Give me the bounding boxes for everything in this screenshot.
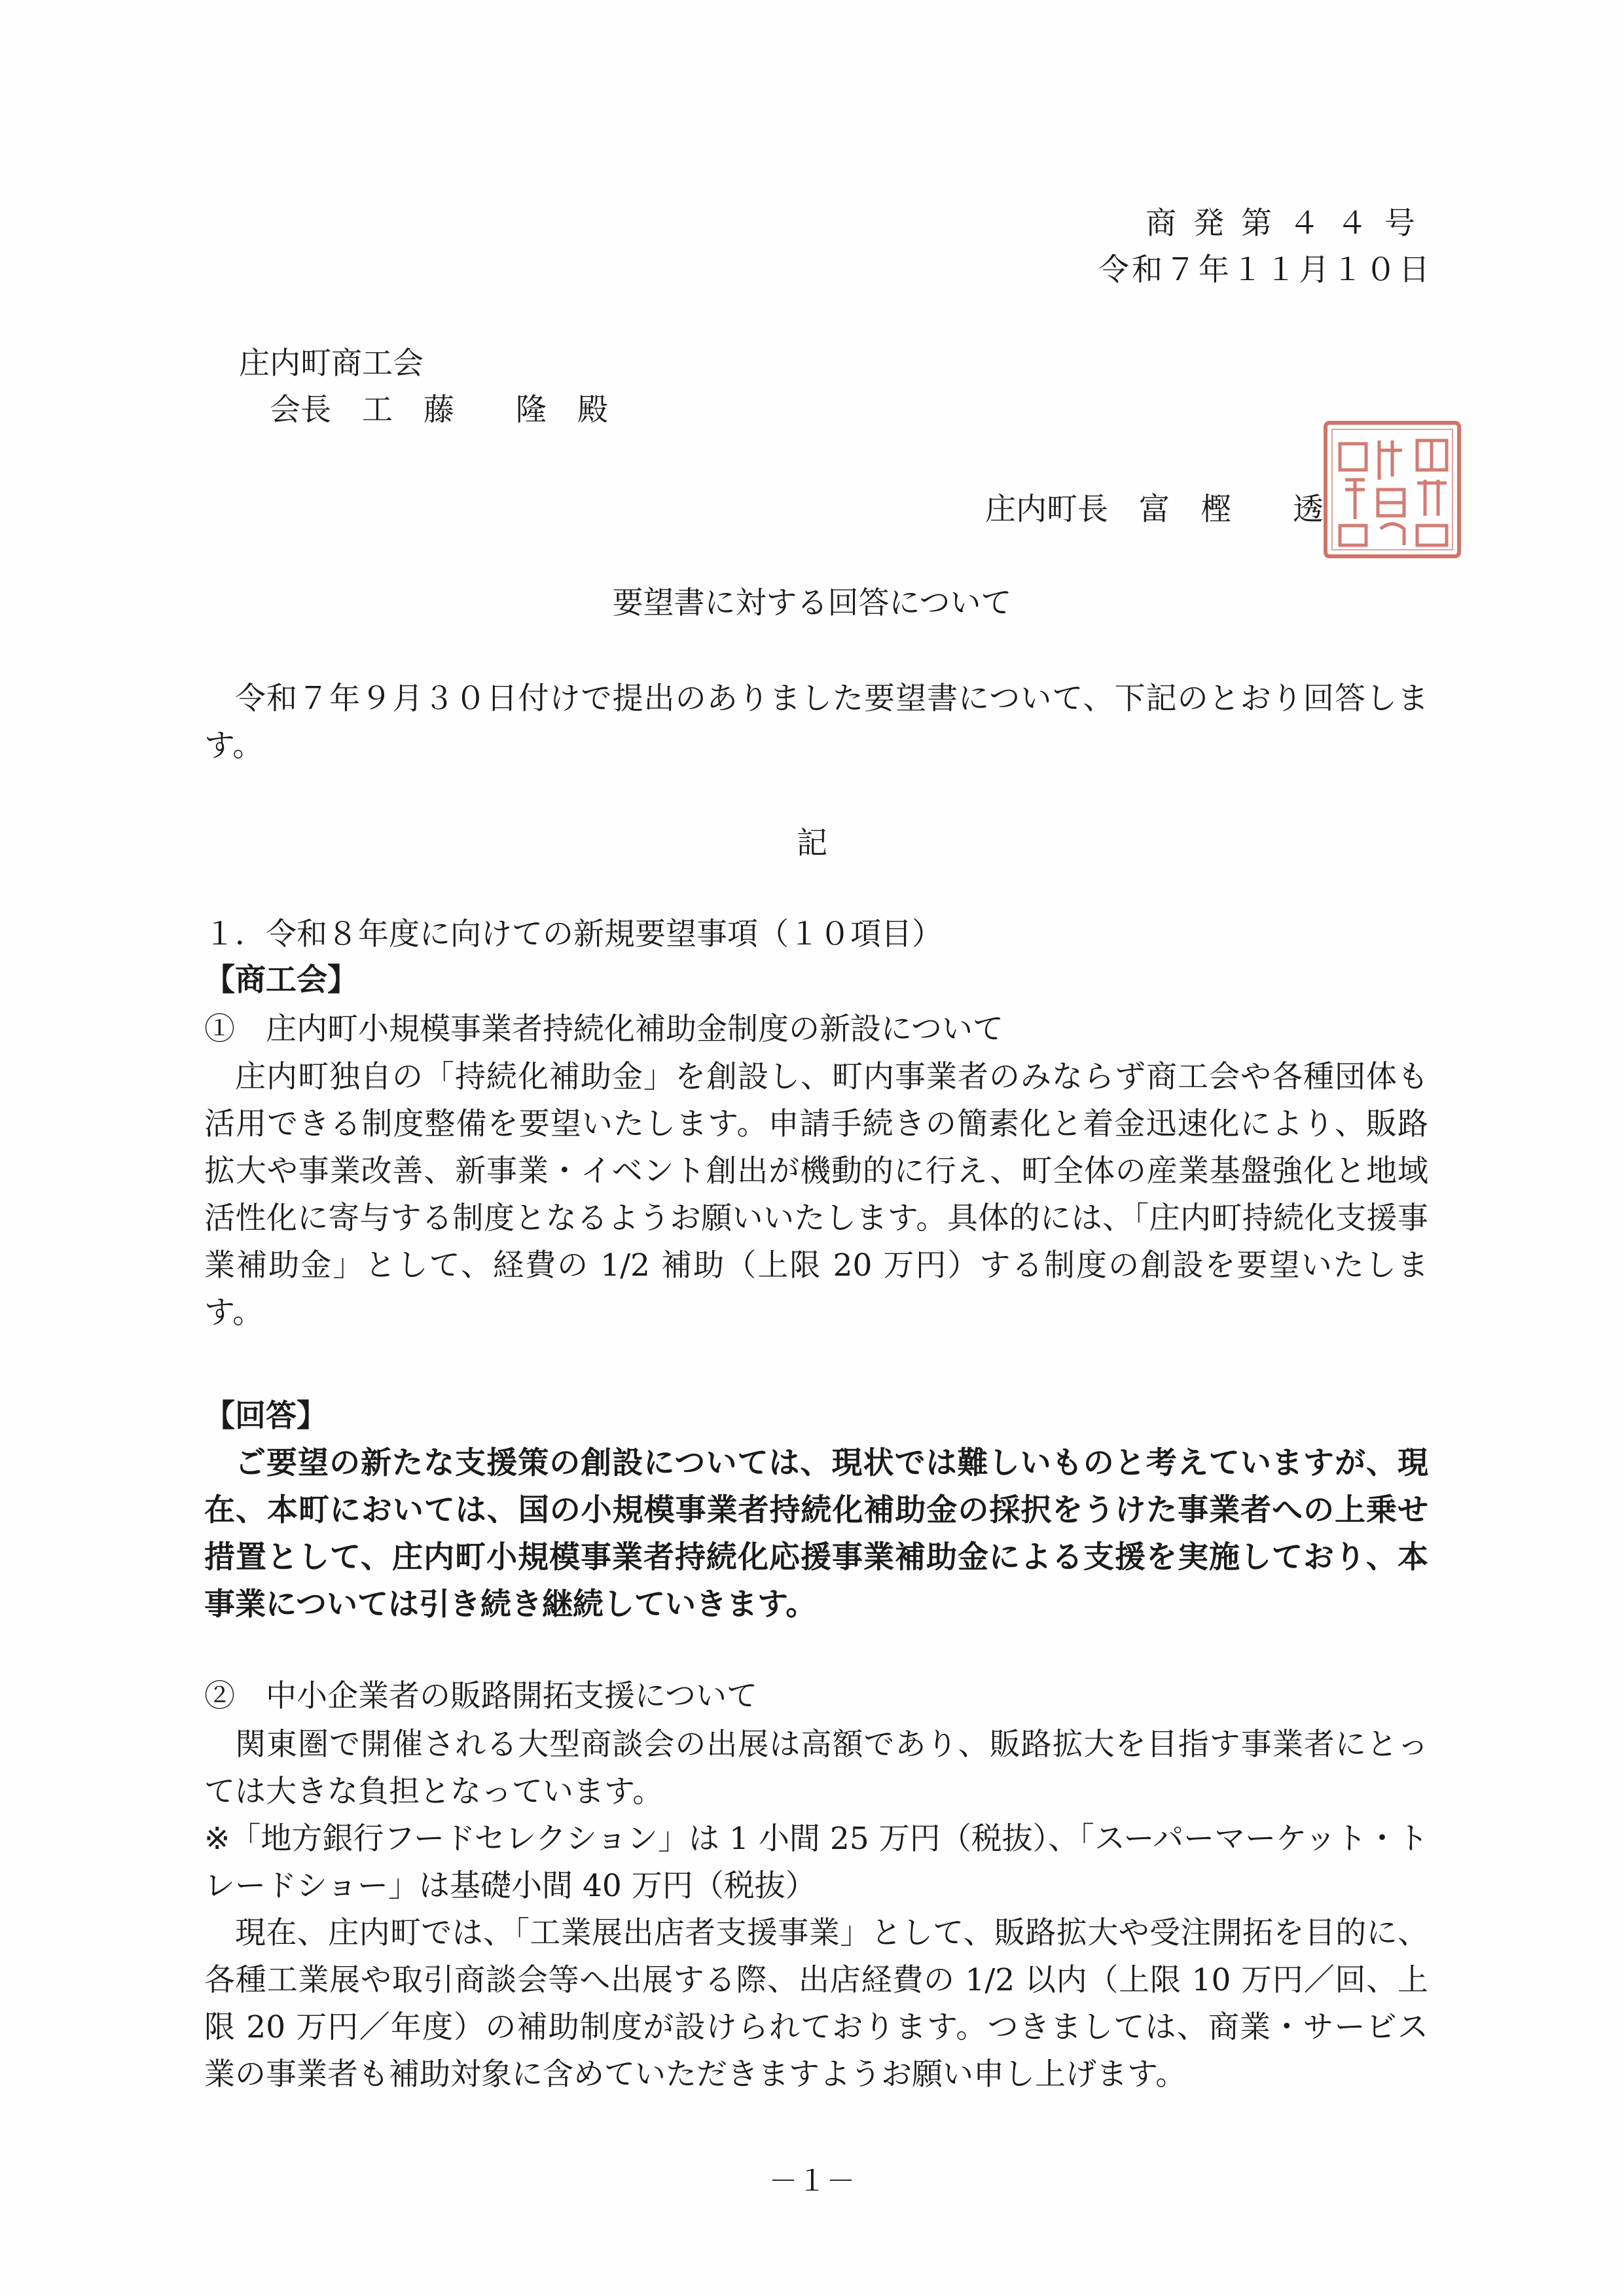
item-2-body-1: 関東圏で開催される大型商談会の出展は高額であり、販路拡大を目指す事業者にとっては大きな負担となっています。 xyxy=(204,1727,1428,1810)
item-1-title: ① 庄内町小規模事業者持続化補助金制度の新設について xyxy=(204,1011,1004,1047)
addressee-organization: 庄内町商工会 xyxy=(239,346,424,382)
page-number: －１－ xyxy=(768,2164,856,2198)
item-2-note: ※「地方銀行フードセレクション」は 1 小間 25 万円（税抜）、「スーパーマーケット・トレードショー」は基礎小間 40 万円（税抜） xyxy=(204,1821,1428,1904)
item-1-body xyxy=(204,1054,1428,1336)
item-1-answer xyxy=(204,1440,1428,1628)
intro-text: 令和７年９月３０日付けで提出のありました要望書について、下記のとおり回答します。 xyxy=(204,681,1428,764)
section-1-heading: １．令和８年度に向けての新規要望事項（１０項目） xyxy=(204,916,943,952)
addressee-person: 会長 工 藤 隆 殿 xyxy=(270,392,608,428)
intro-paragraph xyxy=(204,675,1428,770)
document-number: 商発第４４号 xyxy=(1146,206,1432,242)
item-2-body-2: 現在、庄内町では、「工業展出店者支援事業」として、販路拡大や受注開拓を目的に、各種工業展や取引商談会等へ出展する際、出店経費の 1/2 以内（上限 10 万円／回、上限 20 万円／年度）の補助制度が設けられております。つきましては、商業・サービス業の事業者も補助対象に含めていただきますようお願い申し上げます。 xyxy=(204,1915,1428,2092)
item-1-answer-text: ご要望の新たな支援策の創設については、現状では難しいものと考えていますが、現在、本町においては、国の小規模事業者持続化補助金の採択をうけた事業者への上乗せ措置として、庄内町小規模事業者持続化応援事業補助金による支援を実施しており、本事業については引き続き継続していきます。 xyxy=(204,1445,1428,1623)
category-label: 【商工会】 xyxy=(204,962,358,998)
document-date: 令和７年１１月１０日 xyxy=(1098,252,1432,288)
item-2-title: ② 中小企業者の販路開拓支援について xyxy=(204,1678,758,1714)
sender-name: 庄内町長 富 樫 透 xyxy=(985,492,1324,528)
item-2-body xyxy=(204,1721,1428,2098)
official-seal-icon xyxy=(1320,418,1464,562)
document-subject: 要望書に対する回答について xyxy=(612,585,1012,621)
item-1-body-text: 庄内町独自の「持続化補助金」を創設し、町内事業者のみならず商工会や各種団体も活用できる制度整備を要望いたします。申請手続きの簡素化と着金迅速化により、販路拡大や事業改善、新事業・イベント創出が機動的に行え、町全体の産業基盤強化と地域活性化に寄与する制度となるようお願いいたします。具体的には、「庄内町持続化支援事業補助金」として、経費の 1/2 補助（上限 20 万円）する制度の創設を要望いたします。 xyxy=(204,1059,1428,1331)
ki-heading: 記 xyxy=(797,825,827,861)
answer-heading: 【回答】 xyxy=(204,1398,327,1434)
